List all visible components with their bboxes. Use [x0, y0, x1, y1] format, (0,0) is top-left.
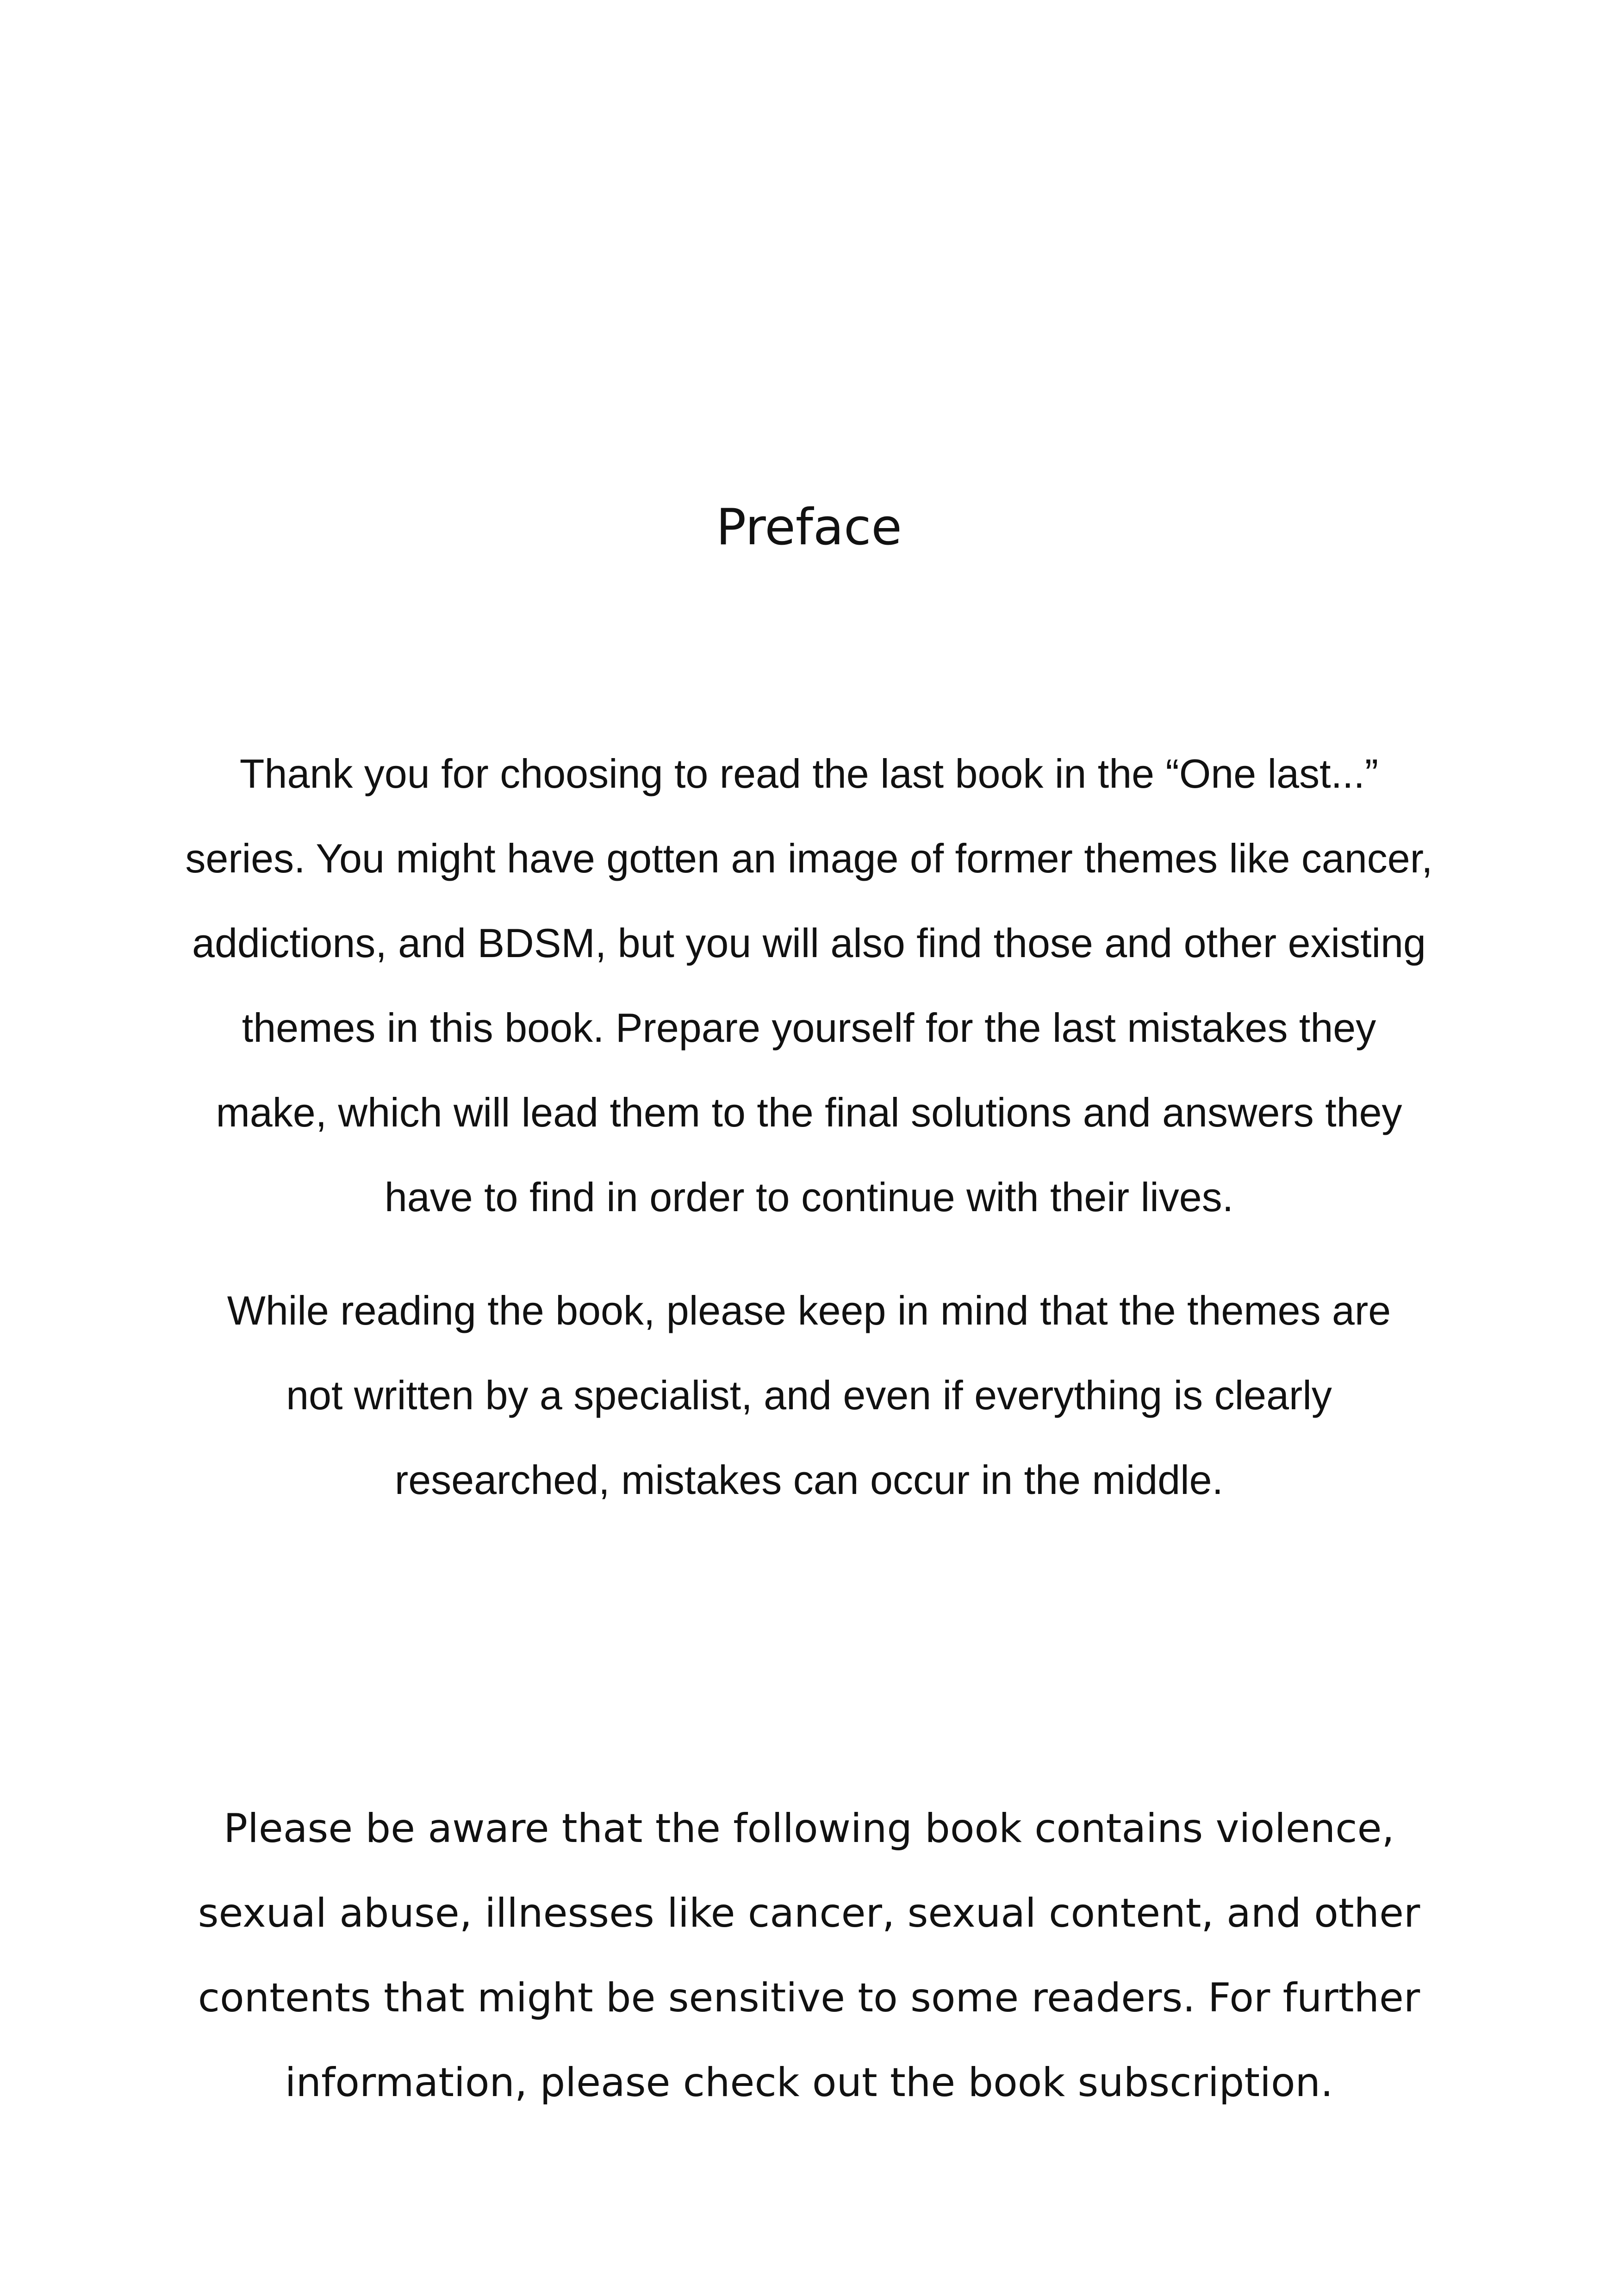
text-line: information, please check out the book subscription. [285, 2060, 1333, 2106]
content-warning [139, 1786, 1479, 2125]
text-line: addictions, and BDSM, but you will also find those and other existing [192, 920, 1426, 966]
preface-paragraph-disclaimer [139, 1268, 1479, 1522]
page-title: Preface [716, 498, 902, 556]
text-line: series. You might have gotten an image of former themes like cancer, [185, 835, 1433, 881]
text-line: researched, mistakes can occur in the middle. [394, 1457, 1224, 1503]
text-line: contents that might be sensitive to some readers. For further [198, 1975, 1420, 2021]
text-line: sexual abuse, illnesses like cancer, sexual content, and other [198, 1890, 1420, 1936]
text-line: not written by a specialist, and even if everything is clearly [286, 1372, 1332, 1418]
text-line: Please be aware that the following book contains violence, [224, 1805, 1394, 1852]
text-line: While reading the book, please keep in mind that the themes are [227, 1288, 1391, 1333]
text-line: make, which will lead them to the final solutions and answers they [216, 1089, 1402, 1135]
text-line: themes in this book. Prepare yourself for the last mistakes they [242, 1005, 1376, 1051]
preface-paragraph-intro [139, 731, 1479, 1239]
text-line: Thank you for choosing to read the last book in the “One last...” [239, 751, 1379, 796]
text-line: have to find in order to continue with their lives. [384, 1174, 1234, 1220]
